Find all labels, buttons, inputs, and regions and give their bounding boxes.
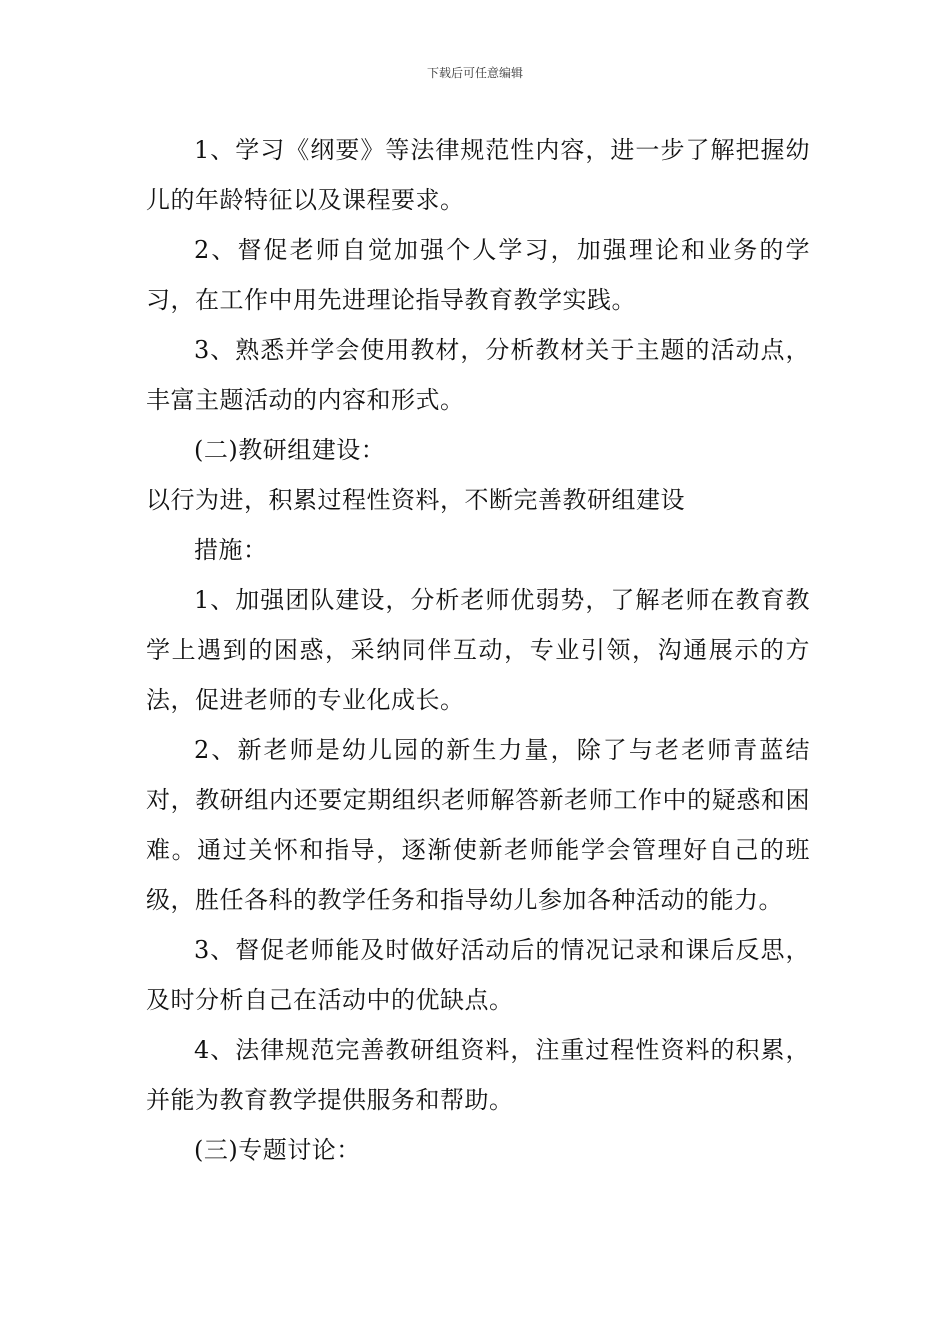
paragraph-3: 3、熟悉并学会使用教材，分析教材关于主题的活动点，丰富主题活动的内容和形式。	[146, 336, 810, 414]
paragraph-7: 1、加强团队建设，分析老师优弱势，了解老师在教育教学上遇到的困惑，采纳同伴互动，专业引领，沟通展示的方法，促进老师的专业化成长。	[146, 586, 810, 714]
paragraph-2: 2、督促老师自觉加强个人学习，加强理论和业务的学习，在工作中用先进理论指导教育教学实践。	[146, 236, 810, 314]
paragraph-8: 2、新老师是幼儿园的新生力量，除了与老老师青蓝结对，教研组内还要定期组织老师解答新老师工作中的疑惑和困难。通过关怀和指导，逐渐使新老师能学会管理好自己的班级，胜任各科的教学任务和指导幼儿参加各种活动的能力。	[146, 736, 810, 914]
paragraph-5: 以行为进，积累过程性资料，不断完善教研组建设	[146, 486, 685, 514]
paragraph-10: 4、法律规范完善教研组资料，注重过程性资料的积累，并能为教育教学提供服务和帮助。	[146, 1036, 810, 1114]
section-heading-2: (二)教研组建设：	[194, 436, 386, 464]
section-heading-3: (三)专题讨论：	[194, 1136, 361, 1164]
paragraph-9: 3、督促老师能及时做好活动后的情况记录和课后反思，及时分析自己在活动中的优缺点。	[146, 936, 810, 1014]
page-header: 下载后可任意编辑	[426, 66, 523, 80]
document-body	[146, 125, 810, 1175]
paragraph-1: 1、学习《纲要》等法律规范性内容，进一步了解把握幼儿的年龄特征以及课程要求。	[146, 136, 810, 214]
measures-heading: 措施：	[194, 536, 268, 564]
